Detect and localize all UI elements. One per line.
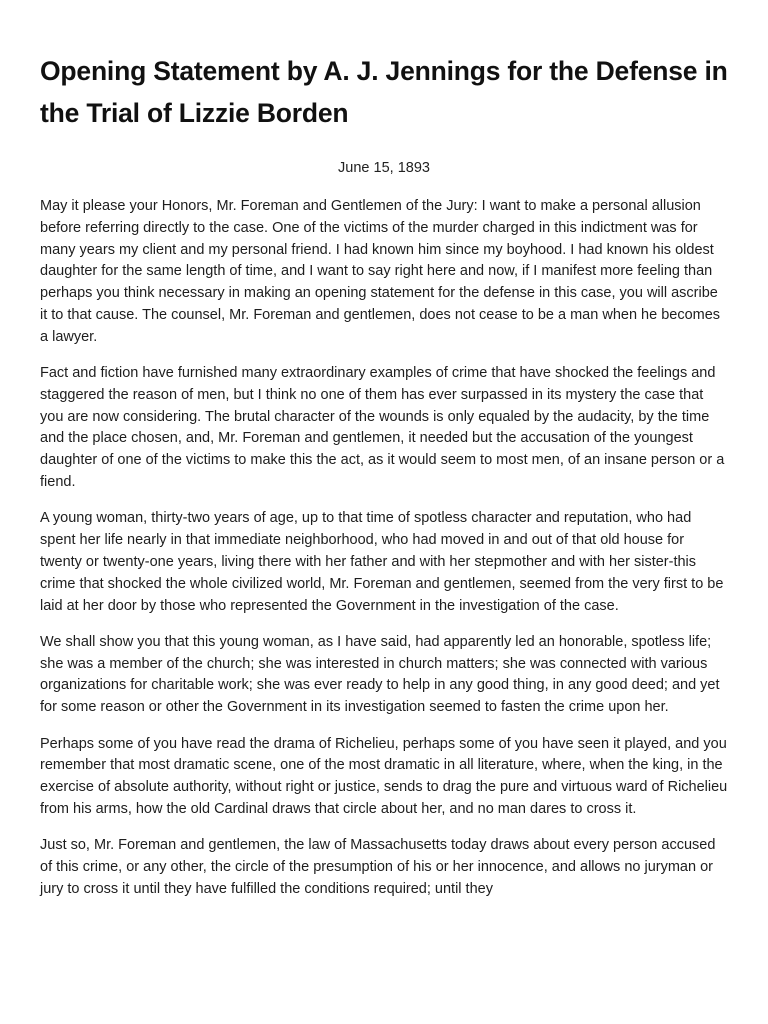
document-page: [40, 50, 728, 915]
paragraph-5: Perhaps some of you have read the drama of Richelieu, perhaps some of you have seen it played, and you remember that most dramatic scene, one of the most dramatic in all literature, where, when the king, in the exercise of absolute authority, without right or justice, sends to drag the pure and virtuous ward of Richelieu from his arms, how the old Cardinal draws that circle about her, and no man dares to cross it.: [40, 735, 728, 817]
paragraph-3: A young woman, thirty-two years of age, up to that time of spotless character and reputation, who had spent her life nearly in that immediate neighborhood, who had moved in and out of that old house for twenty or twenty-one years, living there with her father and with her stepmother and with her sister-this crime that shocked the whole civilized world, Mr. Foreman and gentlemen, seemed from the very first to be laid at her door by those who represented the Government in the investigation of the case.: [40, 510, 724, 614]
paragraph-1: May it please your Honors, Mr. Foreman and Gentlemen of the Jury: I want to make a personal allusion before referring directly to the case. One of the victims of the murder charged in this indictment was for many years my client and my personal friend. I had known him since my boyhood. I had known his oldest daughter for the same length of time, and I want to say right here and now, if I manifest more feeling than perhaps you think necessary in making an opening statement for the defense in this case, you will ascribe it to that cause. The counsel, Mr. Foreman and gentlemen, does not cease to be a man when he becomes a lawyer.: [40, 198, 721, 345]
paragraph-6: Just so, Mr. Foreman and gentlemen, the law of Massachusetts today draws about every person accused of this crime, or any other, the circle of the presumption of his or her innocence, and allows no juryman or jury to cross it until they have fulfilled the conditions required; until they: [40, 837, 716, 897]
document-title: Opening Statement by A. J. Jennings for the Defense in the Trial of Lizzie Borden: [40, 56, 728, 128]
paragraph-4: We shall show you that this young woman, as I have said, had apparently led an honorable, spotless life; she was a member of the church; she was interested in church matters; she was connected with various organizations for charitable work; she was ever ready to help in any good thing, in any good deed; and yet for some reason or other the Government in its investigation seemed to fasten the crime upon her.: [40, 633, 720, 716]
paragraph-2: Fact and fiction have furnished many extraordinary examples of crime that have shocked the feelings and staggered the reason of men, but I think no one of them has ever surpassed in its mystery the case that you are now considering. The brutal character of the wounds is only equaled by the audacity, by the time and the place chosen, and, Mr. Foreman and gentlemen, it needed but the accusation of the youngest daughter of one of the victims to make this the act, as it would seem to most men, of an insane person or a fiend.: [40, 365, 725, 491]
document-date: June 15, 1893: [338, 160, 430, 176]
